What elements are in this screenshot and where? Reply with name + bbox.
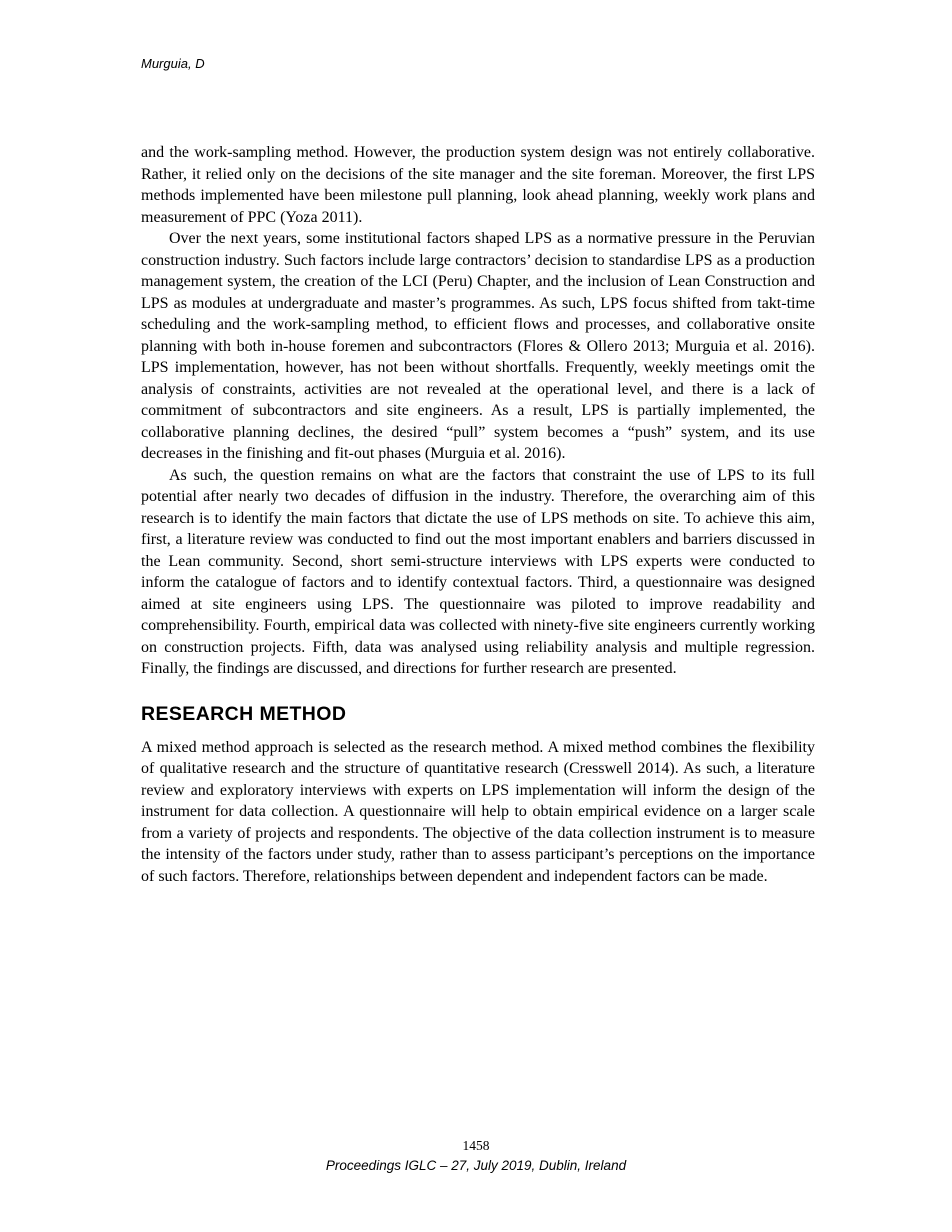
body-paragraph: A mixed method approach is selected as the research method. A mixed method combines the flexibility of qualitative research and the structure of quantitative research (Cresswell 2014). As such, a literature review and exploratory interviews with experts on LPS implementation will inform the design of the instrument for data collection. A questionnaire will help to obtain empirical evidence on a larger scale from a variety of projects and respondents. The objective of the data collection instrument is to measure the intensity of the factors under study, rather than to assess participant’s perceptions on the importance of such factors. Therefore, relationships between dependent and independent factors can be made. — [141, 738, 815, 885]
page-number: 1458 — [462, 1138, 490, 1153]
body-paragraph: and the work-sampling method. However, the production system design was not entirely collaborative. Rather, it relied only on the decisions of the site manager and the site foreman. Moreover, the first LPS methods implemented have been milestone pull planning, look ahead planning, weekly work plans and measurement of PPC (Yoza 2011). — [141, 144, 815, 226]
proceedings-line: Proceedings IGLC – 27, July 2019, Dublin, Ireland — [325, 1158, 627, 1173]
body-paragraph: Over the next years, some institutional factors shaped LPS as a normative pressure in the Peruvian construction industry. Such factors include large contractors’ decision to standardise LPS as a production management system, the creation of the LCI (Peru) Chapter, and the inclusion of Lean Construction and LPS as modules at undergraduate and master’s programmes. As such, LPS focus shifted from takt-time scheduling and the work-sampling method, to efficient flows and processes, and collaborative onsite planning with both in-house foremen and subcontractors (Flores & Ollero 2013; Murguia et al. 2016). LPS implementation, however, has not been without shortfalls. Frequently, weekly meetings omit the analysis of constraints, activities are not revealed at the operational level, and there is a lack of commitment of subcontractors and site engineers. As a result, LPS is partially implemented, the collaborative planning declines, the desired “pull” system becomes a “push” system, and its use decreases in the finishing and fit-out phases (Murguia et al. 2016). — [141, 230, 815, 462]
running-header-author: Murguia, D — [141, 56, 205, 71]
page-footer — [0, 1137, 952, 1174]
section-heading-research-method: RESEARCH METHOD — [141, 702, 347, 725]
body-paragraph: As such, the question remains on what are the factors that constraint the use of LPS to its full potential after nearly two decades of diffusion in the industry. Therefore, the overarching aim of this research is to identify the main factors that dictate the use of LPS methods on site. To achieve this aim, first, a literature review was conducted to find out the most important enablers and barriers discussed in the Lean community. Second, short semi-structure interviews with LPS experts were conducted to inform the catalogue of factors and to identify contextual factors. Third, a questionnaire was designed aimed at site engineers using LPS. The questionnaire was piloted to improve readability and comprehensibility. Fourth, empirical data was collected with ninety-five site engineers currently working on construction projects. Fifth, data was analysed using reliability analysis and multiple regression. Finally, the findings are discussed, and directions for further research are presented. — [141, 466, 815, 677]
page-content — [141, 142, 815, 887]
